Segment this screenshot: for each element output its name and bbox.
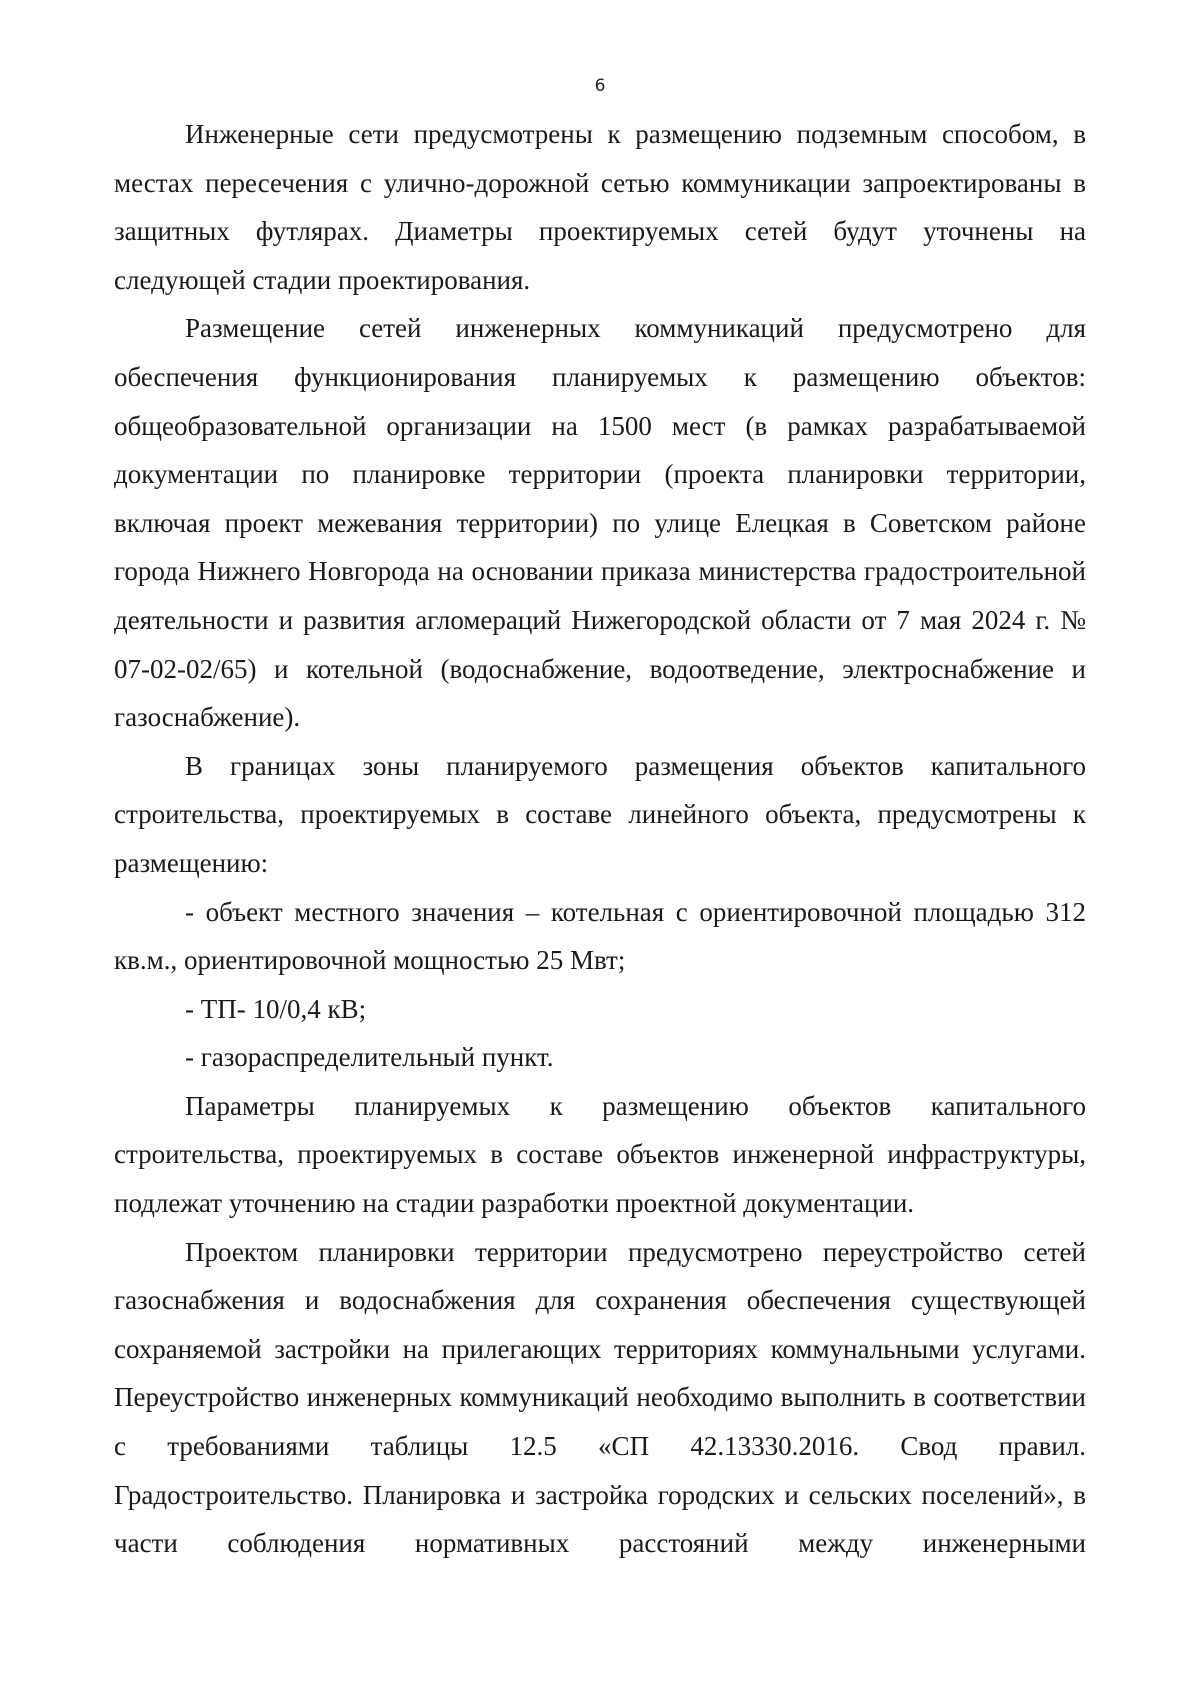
list-item-boiler-house: - объект местного значения – котельная с ориентировочной площадью 312 кв.м., ориентировочной мощностью 25 Мвт; <box>114 896 1086 976</box>
paragraph-parameters: Параметры планируемых к размещению объектов капитального строительства, проектируемых в составе объектов инженерной инфраструктуры, подлежат уточнению на стадии разработки проектной документации. <box>114 1090 1086 1219</box>
list-item-gas-distribution-point: - газораспределительный пункт. <box>185 1042 554 1073</box>
paragraph-reconstruction: Проектом планировки территории предусмотрено переустройство сетей газоснабжения и водоснабжения для сохранения обеспечения существующей сохраняемой застройки на прилегающих территориях коммунальными услугами. Переустройство инженерных коммуникаций необходимо выполнить в соответствии с требованиями таблицы 12.5 «СП 42.13330.2016. Свод правил. Градостроительство. Планировка и застройка городских и сельских поселений», в части соблюдения нормативных расстояний между инженерными <box>114 1236 1086 1559</box>
document-body <box>114 110 1086 1568</box>
paragraph-zone-boundaries: В границах зоны планируемого размещения объектов капитального строительства, проектируемых в составе линейного объекта, предусмотрены к размещению: <box>114 750 1086 878</box>
paragraph-engineering-networks: Инженерные сети предусмотрены к размещению подземным способом, в местах пересечения с улично-дорожной сетью коммуникации запроектированы в защитных футлярах. Диаметры проектируемых сетей будут уточнены на следующей стадии проектирования. <box>114 119 1086 295</box>
paragraph-networks-placement: Размещение сетей инженерных коммуникаций предусмотрено для обеспечения функционирования планируемых к размещению объектов: общеобразовательной организации на 1500 мест (в рамках разрабатываемой документации по планировке территории (проекта планировки территории, включая проект межевания территории) по улице Елецкая в Советском районе города Нижнего Новгорода на основании приказа министерства градостроительной деятельности и развития агломераций Нижегородской области от 7 мая 2024 г. № 07-02-02/65) и котельной (водоснабжение, водоотведение, электроснабжение и газоснабжение). <box>114 313 1086 733</box>
list-item-transformer-substation: - ТП- 10/0,4 кВ; <box>185 993 367 1024</box>
page-number: 6 <box>594 76 606 96</box>
